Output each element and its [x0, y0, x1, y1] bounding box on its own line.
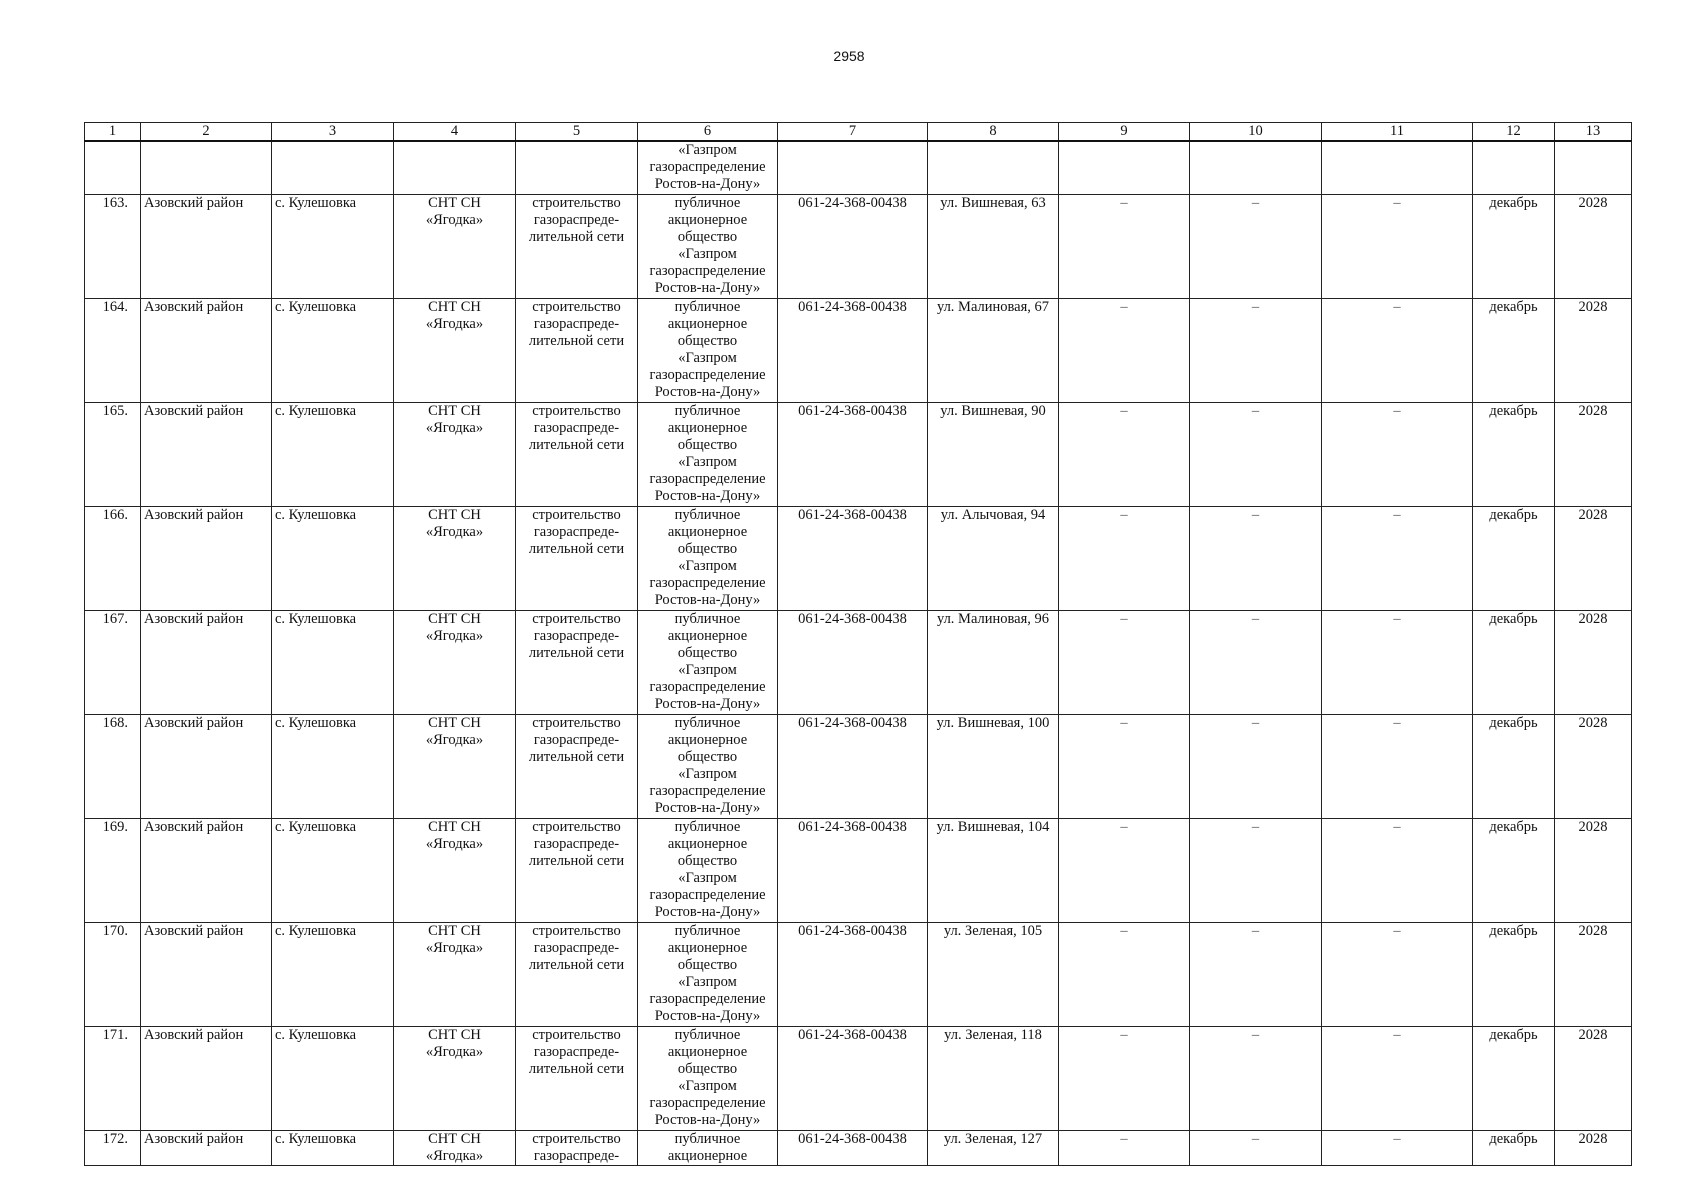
month-cell: декабрь	[1473, 1027, 1555, 1131]
column-header: 8	[928, 123, 1059, 142]
dash-cell: –	[1190, 611, 1322, 715]
object-cell: СНТ СН «Ягодка»	[394, 819, 516, 923]
district-cell: Азовский район	[141, 299, 272, 403]
dash-cell: –	[1190, 195, 1322, 299]
owner-cell: публичное акционерное общество «Газпром газораспределение Ростов-на-Дону»	[638, 1027, 778, 1131]
dash-cell: –	[1059, 1131, 1190, 1166]
column-header: 6	[638, 123, 778, 142]
year-cell: 2028	[1555, 507, 1632, 611]
month-cell: декабрь	[1473, 299, 1555, 403]
work-type-cell: строительство газораспреде- лительной сети	[516, 715, 638, 819]
settlement-cell: с. Кулешовка	[272, 819, 394, 923]
dash-cell: –	[1190, 819, 1322, 923]
settlement-cell: с. Кулешовка	[272, 611, 394, 715]
year-cell: 2028	[1555, 611, 1632, 715]
dash-cell: –	[1322, 195, 1473, 299]
dash-cell: –	[1190, 403, 1322, 507]
column-header: 3	[272, 123, 394, 142]
settlement-cell: с. Кулешовка	[272, 403, 394, 507]
dash-cell: –	[1059, 715, 1190, 819]
settlement-cell: с. Кулешовка	[272, 507, 394, 611]
settlement-cell: с. Кулешовка	[272, 299, 394, 403]
district-cell: Азовский район	[141, 715, 272, 819]
column-header: 7	[778, 123, 928, 142]
object-cell: СНТ СН «Ягодка»	[394, 1131, 516, 1166]
district-cell: Азовский район	[141, 611, 272, 715]
month-cell: декабрь	[1473, 1131, 1555, 1166]
year-cell: 2028	[1555, 195, 1632, 299]
column-header: 13	[1555, 123, 1632, 142]
table-row	[85, 299, 1632, 403]
dash-cell: –	[1190, 715, 1322, 819]
year-cell: 2028	[1555, 1027, 1632, 1131]
owner-cell: публичное акционерное общество «Газпром газораспределение Ростов-на-Дону»	[638, 923, 778, 1027]
district-cell: Азовский район	[141, 507, 272, 611]
code-cell: 061-24-368-00438	[778, 299, 928, 403]
district-cell: Азовский район	[141, 195, 272, 299]
code-cell: 061-24-368-00438	[778, 715, 928, 819]
table-row	[85, 195, 1632, 299]
code-cell: 061-24-368-00438	[778, 195, 928, 299]
object-cell: СНТ СН «Ягодка»	[394, 611, 516, 715]
row-number-cell: 165.	[85, 403, 141, 507]
owner-cell: публичное акционерное общество «Газпром газораспределение Ростов-на-Дону»	[638, 507, 778, 611]
column-header: 2	[141, 123, 272, 142]
owner-cell: публичное акционерное общество «Газпром газораспределение Ростов-на-Дону»	[638, 299, 778, 403]
work-type-cell: строительство газораспреде- лительной сети	[516, 403, 638, 507]
dash-cell: –	[1059, 507, 1190, 611]
dash-cell: –	[1322, 611, 1473, 715]
address-cell: ул. Зеленая, 118	[928, 1027, 1059, 1131]
month-cell: декабрь	[1473, 923, 1555, 1027]
dash-cell: –	[1322, 923, 1473, 1027]
dash-cell: –	[1322, 715, 1473, 819]
address-cell: ул. Вишневая, 90	[928, 403, 1059, 507]
owner-cell: публичное акционерное общество «Газпром газораспределение Ростов-на-Дону»	[638, 611, 778, 715]
district-cell: Азовский район	[141, 403, 272, 507]
year-cell: 2028	[1555, 403, 1632, 507]
dash-cell: –	[1190, 299, 1322, 403]
column-header: 4	[394, 123, 516, 142]
column-header: 1	[85, 123, 141, 142]
continuation-row	[85, 141, 1632, 195]
dash-cell: –	[1059, 611, 1190, 715]
work-type-cell: строительство газораспреде- лительной сети	[516, 299, 638, 403]
row-number-cell: 168.	[85, 715, 141, 819]
work-type-cell: строительство газораспреде- лительной сети	[516, 819, 638, 923]
month-cell: декабрь	[1473, 819, 1555, 923]
work-type-cell: строительство газораспреде- лительной сети	[516, 611, 638, 715]
work-type-cell: строительство газораспреде- лительной сети	[516, 1027, 638, 1131]
dash-cell: –	[1059, 195, 1190, 299]
dash-cell: –	[1190, 507, 1322, 611]
table-row	[85, 611, 1632, 715]
code-cell: 061-24-368-00438	[778, 923, 928, 1027]
month-cell: декабрь	[1473, 403, 1555, 507]
settlement-cell: с. Кулешовка	[272, 923, 394, 1027]
settlement-cell: с. Кулешовка	[272, 1027, 394, 1131]
month-cell: декабрь	[1473, 507, 1555, 611]
address-cell: ул. Вишневая, 63	[928, 195, 1059, 299]
row-number-cell: 164.	[85, 299, 141, 403]
column-header: 10	[1190, 123, 1322, 142]
table-row	[85, 923, 1632, 1027]
table-row	[85, 1027, 1632, 1131]
owner-cell: публичное акционерное общество «Газпром газораспределение Ростов-на-Дону»	[638, 195, 778, 299]
settlement-cell: с. Кулешовка	[272, 195, 394, 299]
column-header: 9	[1059, 123, 1190, 142]
column-header: 12	[1473, 123, 1555, 142]
row-number-cell: 170.	[85, 923, 141, 1027]
address-cell: ул. Зеленая, 105	[928, 923, 1059, 1027]
address-cell: ул. Алычовая, 94	[928, 507, 1059, 611]
year-cell: 2028	[1555, 1131, 1632, 1166]
column-number-header-row	[85, 123, 1632, 142]
column-header: 11	[1322, 123, 1473, 142]
owner-cell: публичное акционерное общество «Газпром газораспределение Ростов-на-Дону»	[638, 403, 778, 507]
address-cell: ул. Малиновая, 67	[928, 299, 1059, 403]
row-number-cell: 172.	[85, 1131, 141, 1166]
table-row	[85, 1131, 1632, 1166]
table-row	[85, 507, 1632, 611]
work-type-cell: строительство газораспреде-	[516, 1131, 638, 1166]
owner-cell: публичное акционерное общество «Газпром газораспределение Ростов-на-Дону»	[638, 819, 778, 923]
row-number-cell: 169.	[85, 819, 141, 923]
object-cell: СНТ СН «Ягодка»	[394, 195, 516, 299]
address-cell: ул. Вишневая, 100	[928, 715, 1059, 819]
row-number-cell: 171.	[85, 1027, 141, 1131]
object-cell: СНТ СН «Ягодка»	[394, 403, 516, 507]
district-cell: Азовский район	[141, 819, 272, 923]
address-cell: ул. Зеленая, 127	[928, 1131, 1059, 1166]
owner-cell: «Газпром газораспределение Ростов-на-Дону»	[638, 141, 778, 195]
object-cell: СНТ СН «Ягодка»	[394, 507, 516, 611]
object-cell: СНТ СН «Ягодка»	[394, 1027, 516, 1131]
year-cell: 2028	[1555, 923, 1632, 1027]
object-cell: СНТ СН «Ягодка»	[394, 299, 516, 403]
code-cell: 061-24-368-00438	[778, 1027, 928, 1131]
district-cell: Азовский район	[141, 1027, 272, 1131]
district-cell: Азовский район	[141, 1131, 272, 1166]
settlement-cell: с. Кулешовка	[272, 715, 394, 819]
month-cell: декабрь	[1473, 195, 1555, 299]
dash-cell: –	[1059, 299, 1190, 403]
dash-cell: –	[1059, 923, 1190, 1027]
district-cell: Азовский район	[141, 923, 272, 1027]
month-cell: декабрь	[1473, 715, 1555, 819]
row-number-cell: 163.	[85, 195, 141, 299]
year-cell: 2028	[1555, 715, 1632, 819]
dash-cell: –	[1059, 403, 1190, 507]
dash-cell: –	[1059, 819, 1190, 923]
dash-cell: –	[1322, 507, 1473, 611]
code-cell: 061-24-368-00438	[778, 819, 928, 923]
dash-cell: –	[1190, 1027, 1322, 1131]
row-number-cell: 166.	[85, 507, 141, 611]
dash-cell: –	[1322, 1131, 1473, 1166]
table-row	[85, 715, 1632, 819]
dash-cell: –	[1190, 923, 1322, 1027]
address-cell: ул. Малиновая, 96	[928, 611, 1059, 715]
dash-cell: –	[1190, 1131, 1322, 1166]
work-type-cell: строительство газораспреде- лительной сети	[516, 195, 638, 299]
object-cell: СНТ СН «Ягодка»	[394, 923, 516, 1027]
work-type-cell: строительство газораспреде- лительной сети	[516, 507, 638, 611]
dash-cell: –	[1322, 1027, 1473, 1131]
page-number: 2958	[833, 48, 865, 64]
table-row	[85, 403, 1632, 507]
column-header: 5	[516, 123, 638, 142]
dash-cell: –	[1322, 299, 1473, 403]
month-cell: декабрь	[1473, 611, 1555, 715]
dash-cell: –	[1322, 403, 1473, 507]
settlement-cell: с. Кулешовка	[272, 1131, 394, 1166]
code-cell: 061-24-368-00438	[778, 403, 928, 507]
year-cell: 2028	[1555, 299, 1632, 403]
owner-cell: публичное акционерное общество «Газпром газораспределение Ростов-на-Дону»	[638, 715, 778, 819]
year-cell: 2028	[1555, 819, 1632, 923]
dash-cell: –	[1322, 819, 1473, 923]
dash-cell: –	[1059, 1027, 1190, 1131]
owner-cell: публичное акционерное	[638, 1131, 778, 1166]
object-cell: СНТ СН «Ягодка»	[394, 715, 516, 819]
code-cell: 061-24-368-00438	[778, 611, 928, 715]
code-cell: 061-24-368-00438	[778, 507, 928, 611]
gas-network-registry-table	[84, 122, 1632, 1166]
row-number-cell: 167.	[85, 611, 141, 715]
work-type-cell: строительство газораспреде- лительной сети	[516, 923, 638, 1027]
address-cell: ул. Вишневая, 104	[928, 819, 1059, 923]
code-cell: 061-24-368-00438	[778, 1131, 928, 1166]
table-row	[85, 819, 1632, 923]
